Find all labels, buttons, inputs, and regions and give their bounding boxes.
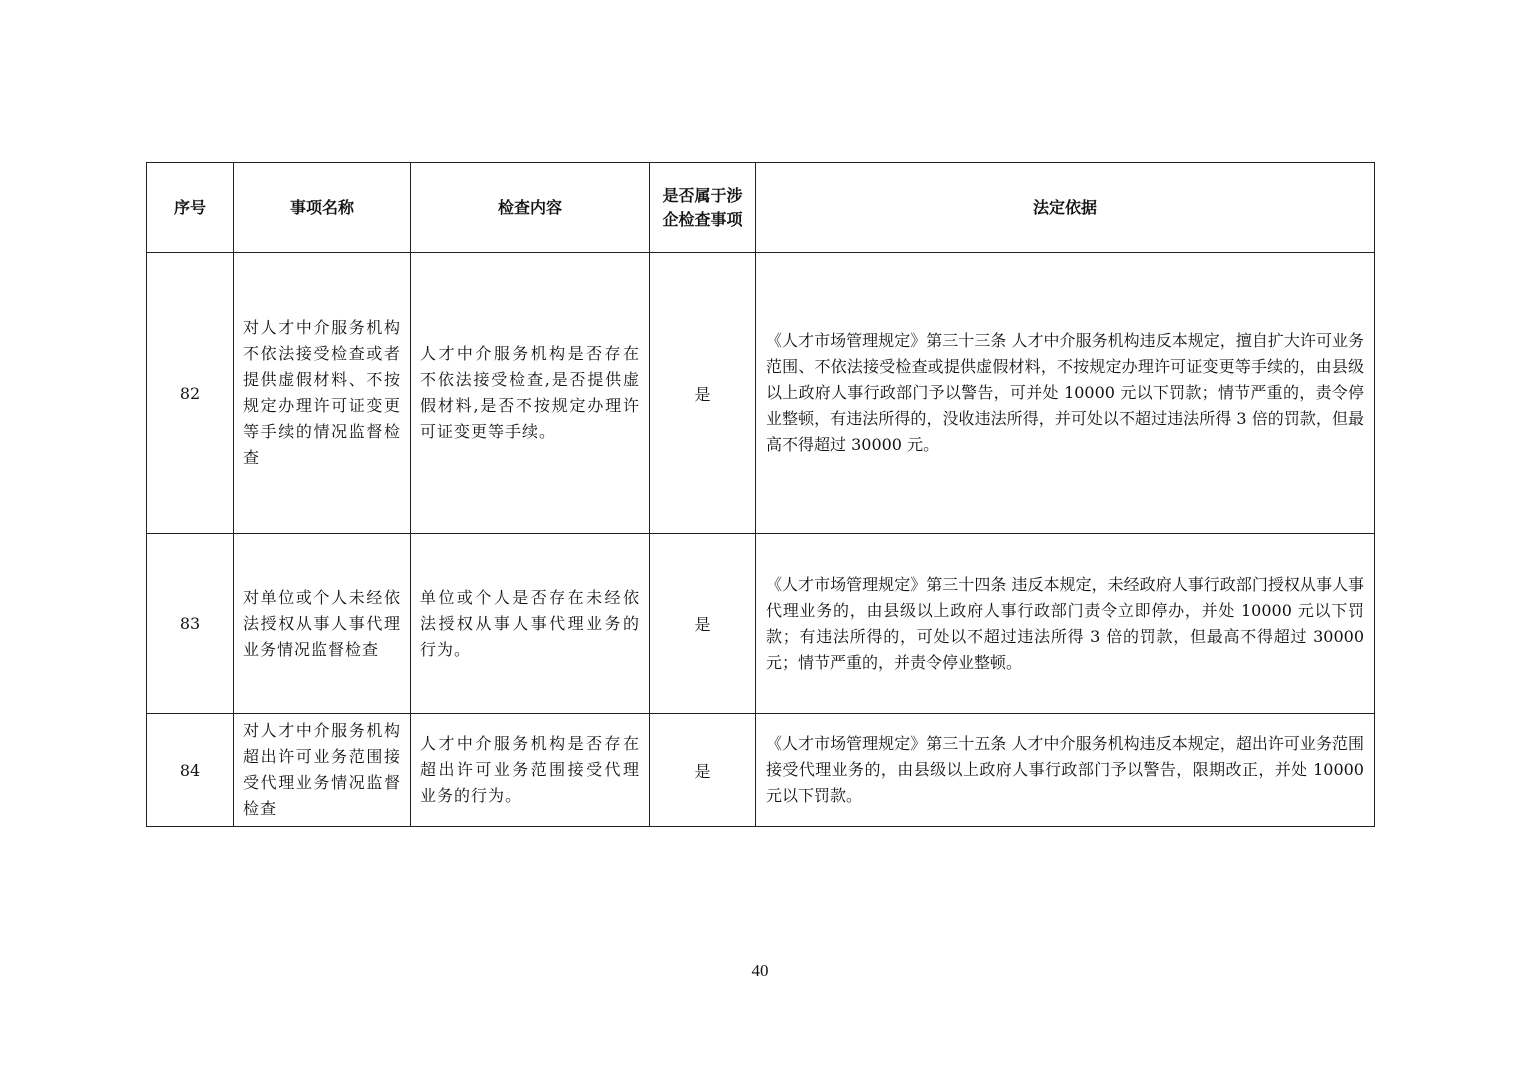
row-enterprise-flag: 是 [650, 534, 756, 714]
header-basis: 法定依据 [756, 163, 1375, 253]
row-item-name: 对人才中介服务机构不依法接受检查或者提供虚假材料、不按规定办理许可证变更等手续的情况监督检查 [234, 253, 411, 534]
row-legal-basis: 《人才市场管理规定》第三十四条 违反本规定，未经政府人事行政部门授权从事人事代理业务的，由县级以上政府人事行政部门责令立即停办，并处 10000 元以下罚款；有违法所得的，可处以不超过违法所得 3 倍的罚款，但最高不得超过 30000 元；情节严重的，并责令停业整顿。 [756, 534, 1375, 714]
row-enterprise-flag: 是 [650, 253, 756, 534]
row-check-content: 人才中介服务机构是否存在超出许可业务范围接受代理业务的行为。 [411, 714, 650, 827]
header-enterprise [650, 163, 756, 253]
row-seq: 84 [147, 714, 234, 827]
row-seq: 83 [147, 534, 234, 714]
table-row [147, 253, 1375, 534]
page-number: 40 [751, 961, 769, 980]
table-row [147, 534, 1375, 714]
header-enterprise-label: 是否属于涉企检查事项 [662, 185, 743, 229]
header-name: 事项名称 [234, 163, 411, 253]
table-header-row [147, 163, 1375, 253]
row-enterprise-flag: 是 [650, 714, 756, 827]
row-item-name: 对人才中介服务机构超出许可业务范围接受代理业务情况监督检查 [234, 714, 411, 827]
row-check-content: 人才中介服务机构是否存在不依法接受检查,是否提供虚假材料,是否不按规定办理许可证变更等手续。 [411, 253, 650, 534]
row-legal-basis: 《人才市场管理规定》第三十三条 人才中介服务机构违反本规定，擅自扩大许可业务范围、不依法接受检查或提供虚假材料，不按规定办理许可证变更等手续的，由县级以上政府人事行政部门予以警告，可并处 10000 元以下罚款；情节严重的，责令停业整顿，有违法所得的，没收违法所得，并可处以不超过违法所得 3 倍的罚款，但最高不得超过 30000 元。 [756, 253, 1375, 534]
row-check-content: 单位或个人是否存在未经依法授权从事人事代理业务的行为。 [411, 534, 650, 714]
header-content: 检查内容 [411, 163, 650, 253]
row-item-name: 对单位或个人未经依法授权从事人事代理业务情况监督检查 [234, 534, 411, 714]
header-seq: 序号 [147, 163, 234, 253]
row-legal-basis: 《人才市场管理规定》第三十五条 人才中介服务机构违反本规定，超出许可业务范围接受代理业务的，由县级以上政府人事行政部门予以警告，限期改正，并处 10000 元以下罚款。 [756, 714, 1375, 827]
regulation-table [146, 162, 1375, 827]
row-seq: 82 [147, 253, 234, 534]
table-row [147, 714, 1375, 827]
